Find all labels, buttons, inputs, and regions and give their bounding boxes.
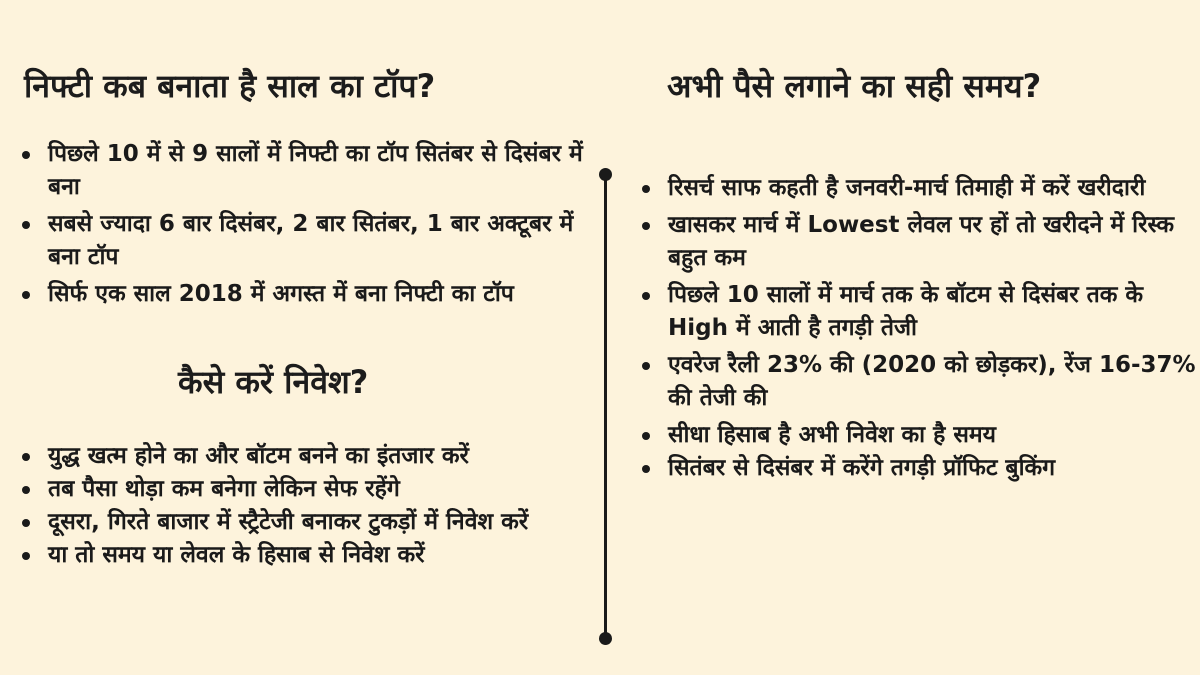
list-item: पिछले 10 में से 9 सालों में निफ्टी का टॉप सितंबर से दिसंबर में बना: [16, 138, 591, 204]
how-to-invest-heading: कैसे करें निवेश?: [178, 363, 369, 401]
list-item: खासकर मार्च में Lowest लेवल पर हों तो खरीदने में रिस्क बहुत कम: [636, 209, 1196, 275]
list-item: सबसे ज्यादा 6 बार दिसंबर, 2 बार सितंबर, 1 बार अक्टूबर में बना टॉप: [16, 208, 591, 274]
list-item: या तो समय या लेवल के हिसाब से निवेश करें: [16, 539, 591, 572]
nifty-top-heading: निफ्टी कब बनाता है साल का टॉप?: [24, 67, 436, 105]
list-item: पिछले 10 सालों में मार्च तक के बॉटम से दिसंबर तक के High में आती है तगड़ी तेजी: [636, 279, 1196, 345]
divider-bottom-dot: [599, 632, 612, 645]
list-item: सीधा हिसाब है अभी निवेश का है समय: [636, 419, 1196, 452]
column-divider: [604, 174, 607, 640]
list-item: रिसर्च साफ कहती है जनवरी-मार्च तिमाही में करें खरीदारी: [636, 172, 1196, 205]
how-to-invest-points: [16, 440, 591, 572]
list-item: तब पैसा थोड़ा कम बनेगा लेकिन सेफ रहेंगे: [16, 473, 591, 506]
divider-top-dot: [599, 168, 612, 181]
list-item: दूसरा, गिरते बाजार में स्ट्रैटेजी बनाकर टुकड़ों में निवेश करें: [16, 506, 591, 539]
list-item: सितंबर से दिसंबर में करेंगे तगड़ी प्रॉफिट बुकिंग: [636, 452, 1196, 485]
list-item: सिर्फ एक साल 2018 में अगस्त में बना निफ्टी का टॉप: [16, 278, 591, 311]
list-item: एवरेज रैली 23% की (2020 को छोड़कर), रेंज 16-37% की तेजी की: [636, 349, 1196, 415]
right-time-points: [636, 172, 1196, 485]
nifty-top-points: [16, 138, 591, 311]
list-item: युद्ध खत्म होने का और बॉटम बनने का इंतजार करें: [16, 440, 591, 473]
right-time-heading: अभी पैसे लगाने का सही समय?: [667, 67, 1042, 105]
